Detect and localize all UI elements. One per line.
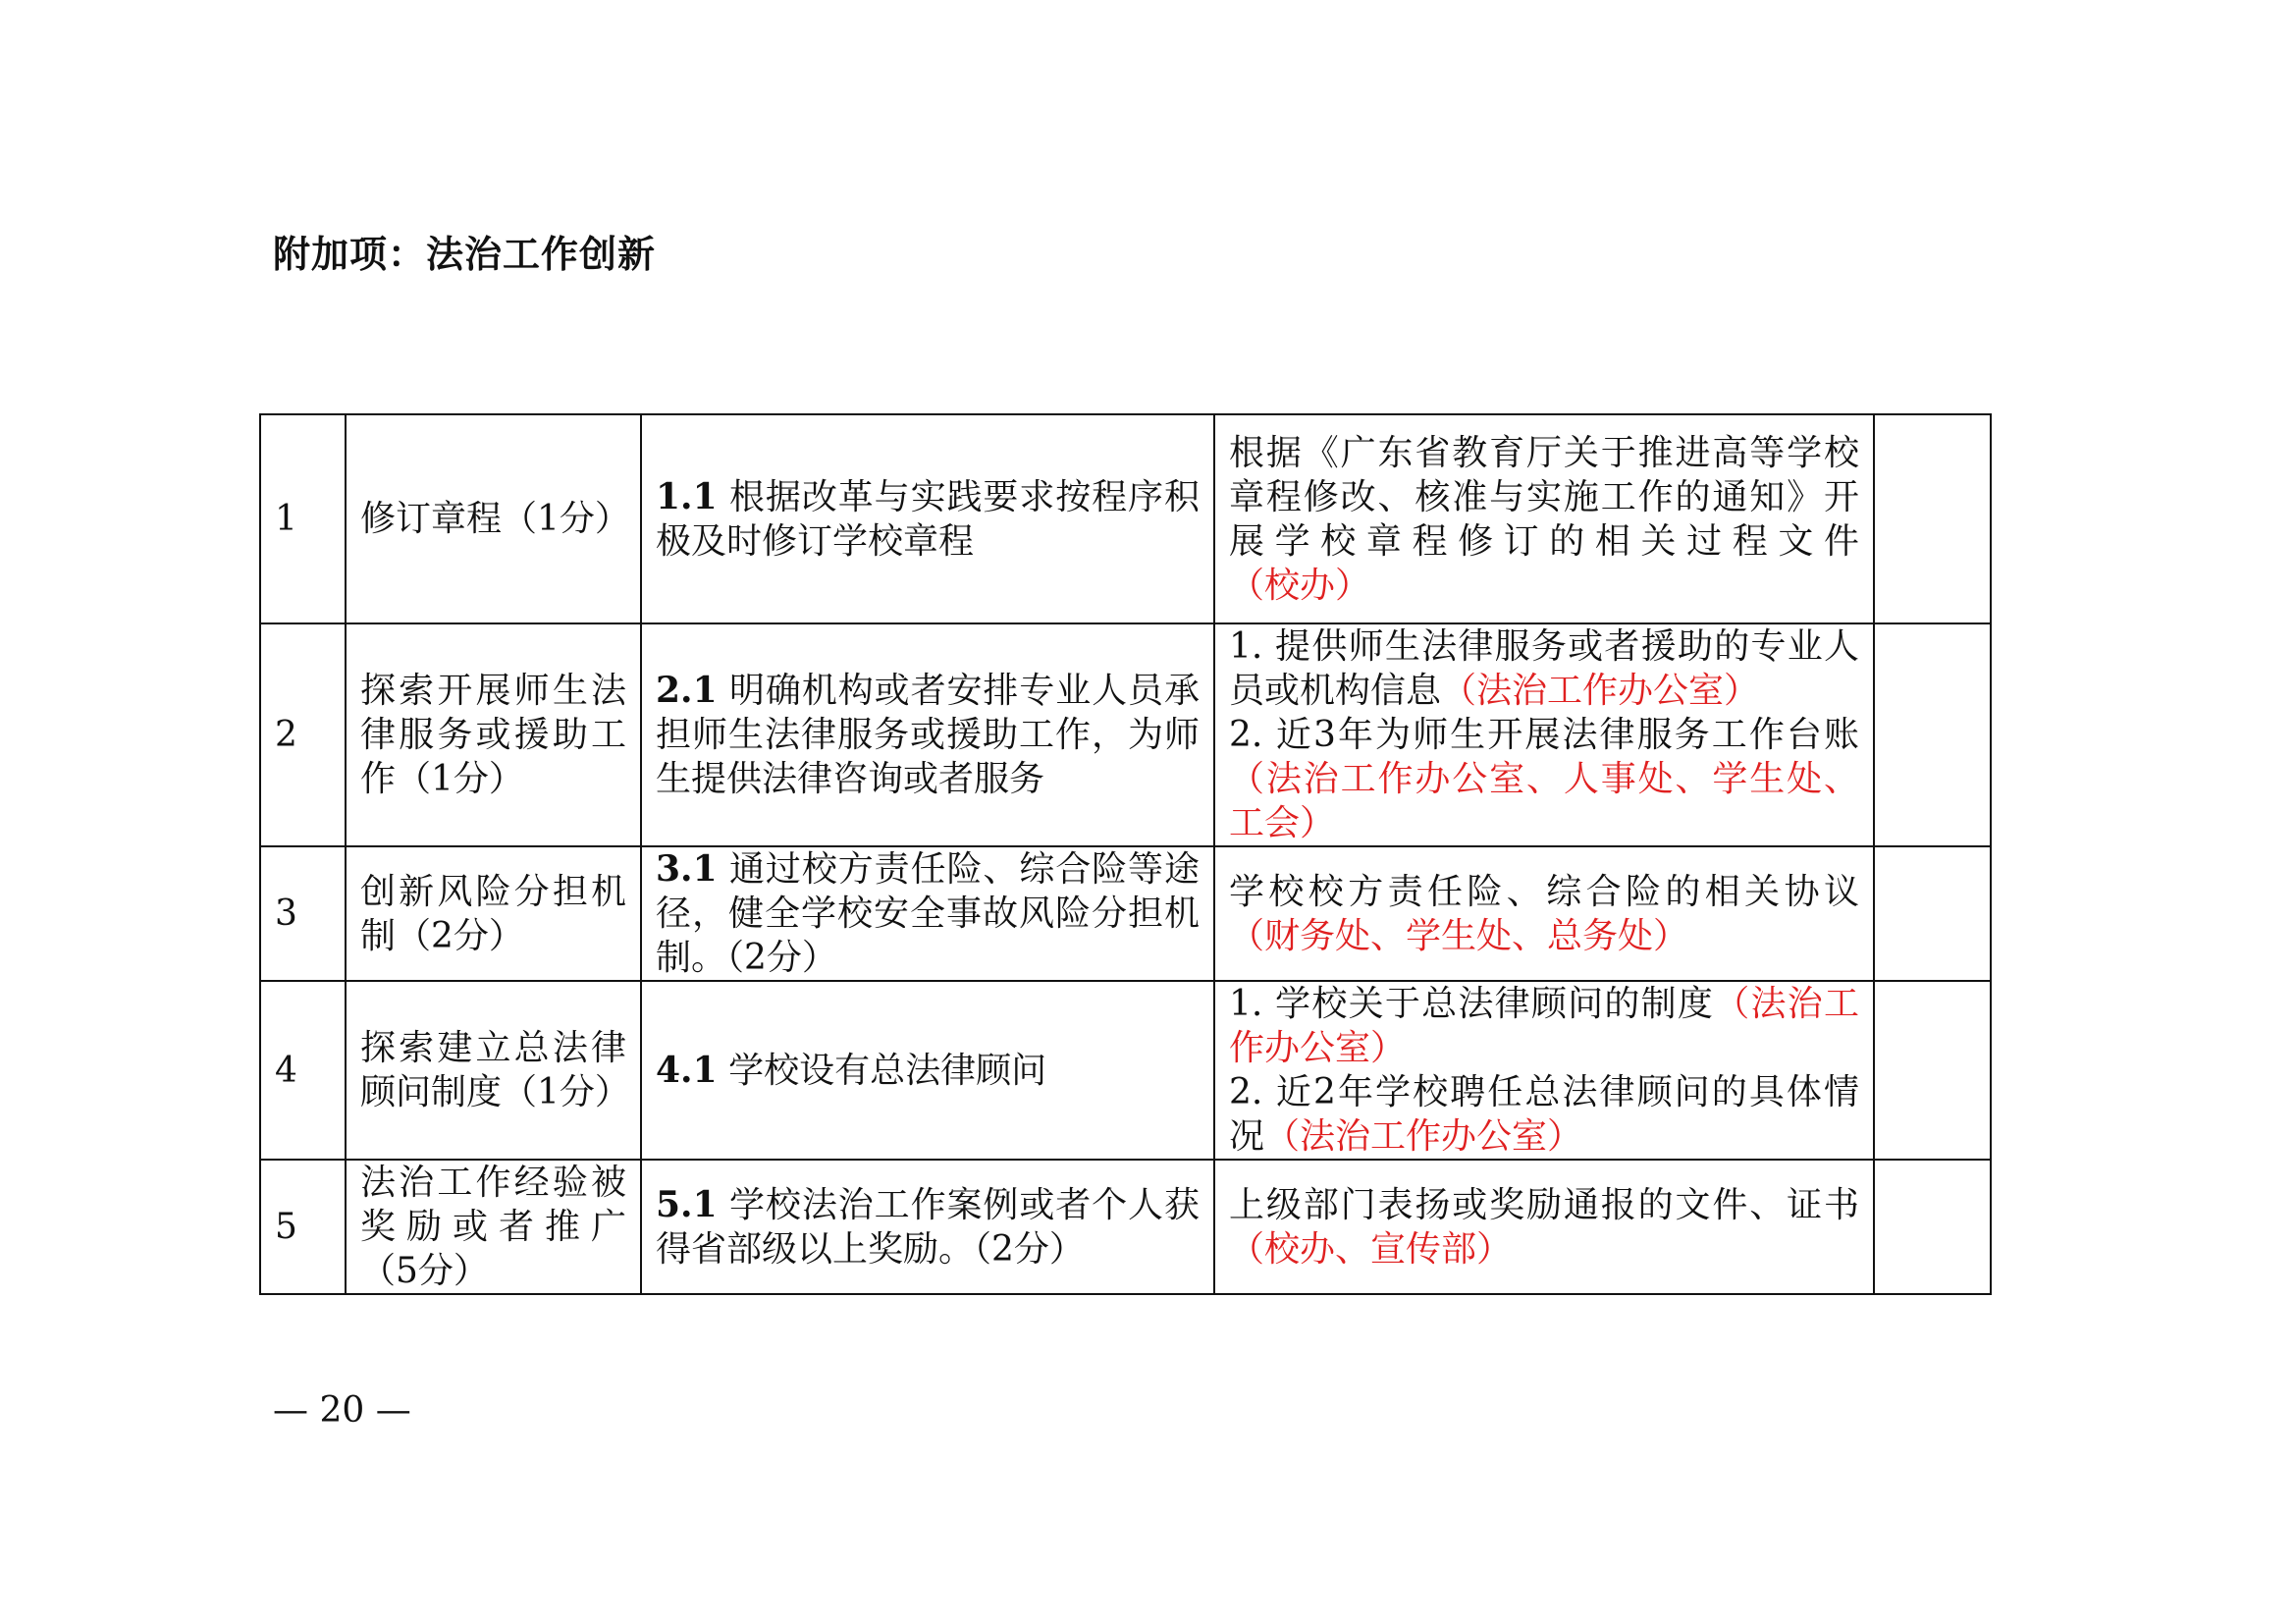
- criteria-table: [259, 413, 1992, 1295]
- standard-code: 1.1: [656, 475, 718, 517]
- evidence-line: [1229, 624, 1859, 713]
- evidence-text: 1. 提供师生法律服务或者援助的专业人员或机构信息: [1229, 626, 1859, 711]
- item-cell: 探索建立总法律顾问制度（1分）: [346, 981, 641, 1160]
- evidence-department: （法治工作办公室）: [1229, 984, 1859, 1068]
- evidence-line: [1229, 713, 1859, 845]
- standard-text: 学校法治工作案例或者个人获得省部级以上奖励。（2分）: [656, 1184, 1200, 1270]
- evidence-cell: [1214, 1160, 1874, 1294]
- score-cell: [1874, 414, 1991, 623]
- table-row: [260, 623, 1991, 846]
- standard-cell: [641, 1160, 1214, 1294]
- standard-code: 2.1: [656, 670, 718, 711]
- evidence-department: （法治工作办公室）: [1441, 671, 1760, 711]
- page-number: — 20 —: [273, 1390, 411, 1431]
- evidence-text: 学校校方责任险、综合险的相关协议: [1229, 871, 1859, 912]
- row-number: 2: [260, 623, 346, 846]
- item-cell: 法治工作经验被奖励或者推广（5分）: [346, 1160, 641, 1294]
- evidence-text: 根据《广东省教育厅关于推进高等学校章程修改、核准与实施工作的通知》开展学校章程修订的相关过程文件: [1229, 432, 1859, 562]
- row-number: 4: [260, 981, 346, 1160]
- evidence-cell: [1214, 623, 1874, 846]
- table-row: [260, 1160, 1991, 1294]
- evidence-text: 2. 近2年学校聘任总法律顾问的具体情况: [1229, 1072, 1859, 1157]
- table-row: [260, 981, 1991, 1160]
- standard-cell: [641, 623, 1214, 846]
- standard-cell: [641, 414, 1214, 623]
- standard-text: 明确机构或者安排专业人员承担师生法律服务或援助工作，为师生提供法律咨询或者服务: [656, 671, 1200, 799]
- evidence-department: （法治工作办公室、人事处、学生处、工会）: [1229, 759, 1859, 843]
- standard-code: 3.1: [656, 848, 718, 890]
- row-number: 5: [260, 1160, 346, 1294]
- evidence-text: 1. 学校关于总法律顾问的制度: [1229, 984, 1715, 1024]
- evidence-cell: [1214, 846, 1874, 981]
- standard-text: 学校设有总法律顾问: [728, 1050, 1047, 1091]
- evidence-department: （校办）: [1229, 565, 1371, 606]
- evidence-line: [1229, 982, 1859, 1070]
- evidence-line: [1229, 1070, 1859, 1159]
- table-row: [260, 414, 1991, 623]
- evidence-cell: [1214, 414, 1874, 623]
- evidence-text: 上级部门表扬或奖励通报的文件、证书: [1229, 1184, 1859, 1225]
- evidence-department: （校办、宣传部）: [1229, 1228, 1513, 1270]
- score-cell: [1874, 623, 1991, 846]
- standard-cell: [641, 981, 1214, 1160]
- score-cell: [1874, 981, 1991, 1160]
- standard-code: 5.1: [656, 1183, 718, 1225]
- standard-text: 通过校方责任险、综合险等途径，健全学校安全事故风险分担机制。（2分）: [656, 849, 1200, 978]
- item-cell: 探索开展师生法律服务或援助工作（1分）: [346, 623, 641, 846]
- score-cell: [1874, 1160, 1991, 1294]
- standard-text: 根据改革与实践要求按程序积极及时修订学校章程: [656, 476, 1200, 562]
- evidence-text: 2. 近3年为师生开展法律服务工作台账: [1229, 715, 1859, 755]
- item-cell: 修订章程（1分）: [346, 414, 641, 623]
- section-title: 附加项：法治工作创新: [273, 233, 657, 276]
- evidence-cell: [1214, 981, 1874, 1160]
- item-cell: 创新风险分担机制（2分）: [346, 846, 641, 981]
- evidence-department: （法治工作办公室）: [1264, 1116, 1583, 1157]
- row-number: 1: [260, 414, 346, 623]
- row-number: 3: [260, 846, 346, 981]
- standard-code: 4.1: [656, 1049, 718, 1091]
- standard-cell: [641, 846, 1214, 981]
- evidence-department: （财务处、学生处、总务处）: [1229, 915, 1689, 956]
- score-cell: [1874, 846, 1991, 981]
- table-row: [260, 846, 1991, 981]
